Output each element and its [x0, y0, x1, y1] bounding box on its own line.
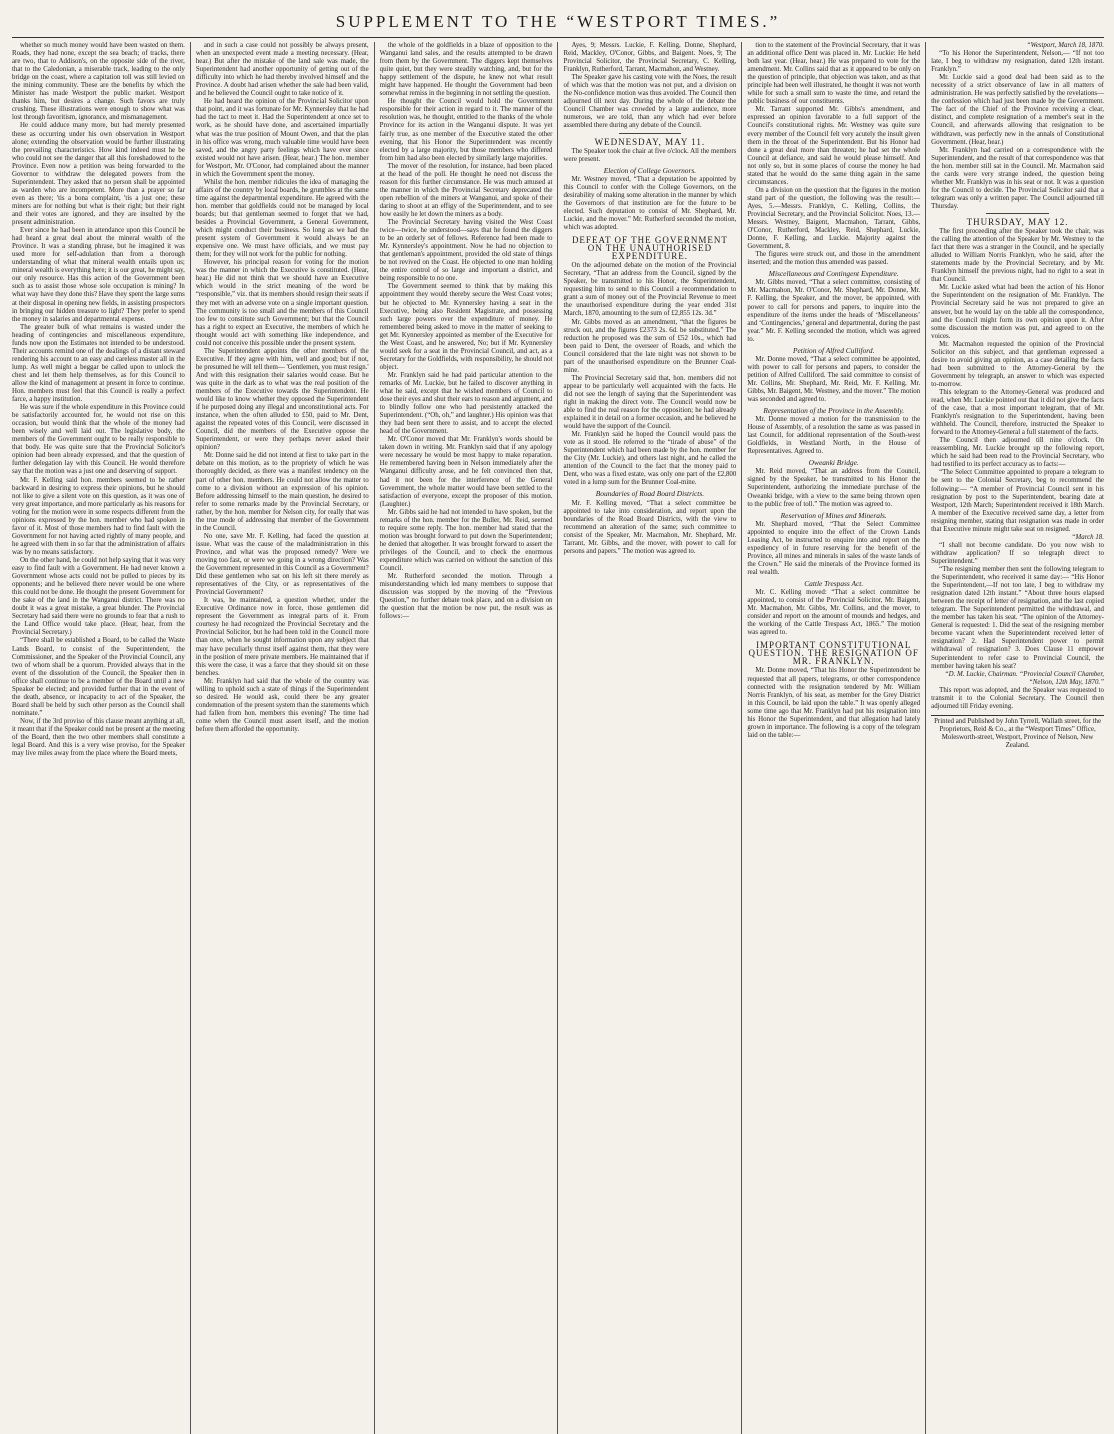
column-1 — [12, 42, 190, 1434]
columns — [12, 42, 1104, 1434]
paragraph: Ever since he had been in attendance upon this Council he had heard a great deal about the mineral wealth of the Province. It was a standing phrase, but he imagined it was used more for self-adulation than from a thorough understanding of what that mineral wealth entails upon us; mineral wealth is everything here; it is our great, he might say, our only resource. Has this action of the Government been such as to assist those whose sole occupation is mining? In what way have they done this? Have they spent the large sums at their disposal in opening new fields, in assisting prospectors in bringing our hidden treasure to light? They prefer to spend the money in salaries and departmental expense. — [12, 227, 185, 323]
paragraph: The greater bulk of what remains is wasted under the heading of contingencies and miscellaneous expenditure, funds now upon the Estimates not intended to be understood. Their accounts remind one of the dealings of a distant steward rendering his account to an easy and careless master all in the lump. As well might a beggar be called upon to unlock the chest and let them help themselves, as for this Council to allow the kind of management at present in force to continue. Hon. members must feel that this Council is really a perfect farce, a happy institution. — [12, 323, 185, 404]
paragraph: Mr. Donne moved a motion for the transmission to the House of Assembly, of a resolution the same as was passed in last Council, for additional representation of the South-west Goldfields, in Westland North, in the House of Representatives. Agreed to. — [747, 416, 921, 456]
divider — [619, 133, 681, 134]
paragraph: Mr. Luckie asked what had been the action of his Honor the Superintendent on the resignation of Mr. Franklyn. The Provincial Secretary said he was not prepared to give an answer, but he would lay on the table all the correspondence, and the Council might form its own opinion upon it. After some discussion the motion was put, and agreed to on the voices. — [931, 284, 1104, 340]
subheading: Cattle Trespass Act. — [804, 579, 864, 588]
paragraph: He thought the Council would hold the Government responsible for their action in regard to it. The manner of the resolution was, he thought, entitled to the thanks of the whole Province for its action in the Wanganui dispute. It was yet fairly true, as one member of the Executive stated the other evening, that his Honor the Superintendent was recently elected by a large majority, but those members who differed from him had also been elected by similarly large majorities. — [379, 98, 553, 162]
paragraph: The Speaker took the chair at five o'clock. All the members were present. — [563, 147, 737, 163]
imprint: Printed and Published by John Tyrrell, Wallath street, for the Proprietors, Reid & Co., at the “Westport Times” Office, Molesworth-street, Westport, Province of Nelson, New Zealand. — [931, 715, 1104, 750]
paragraph: On the adjourned debate on the motion of the Provincial Secretary, “That an address from the Council, signed by the Speaker, be transmitted to his Honor, the Superintendent, requesting him to send to this Council a recommendation to grant a sum of money out of the Provincial Revenue to meet the unauthorised expenditure during the year ended 31st March, 1870, amounting to the sum of £2,855 12s. 3d.” — [563, 262, 737, 318]
paragraph: Mr. F. Kelling moved, “That a select committee be appointed to take into consideration, and report upon the boundaries of the Road Board Districts, with the view to recommend an alteration of the same; such committee to consist of the Speaker, Mr. Macmahon, Mr. Shephard, Mr. Tarrant, Mr. Gibbs, and the mover, with power to call for persons and papers.” The motion was agreed to. — [563, 499, 737, 555]
column-2 — [190, 42, 374, 1434]
paragraph: Mr. Donne moved, “That a select committee be appointed, with power to call for persons and papers, to consider the petition of Alfred Culliford. The said committee to consist of Mr. Collins, Mr. Shephard, Mr. Reid, Mr. F. Kelling, Mr. Gibbs, Mr. Baigent, Mr. Westney, and the mover.” The motion was seconded and agreed to. — [747, 355, 921, 404]
paragraph: Mr. Reid moved, “That an address from the Council, signed by the Speaker, be transmitted to his Honor the Superintendent, authorizing the immediate purchase of the Oweanki bridge, with a view to the same being thrown open to the public free of toll.” The motion was agreed to. — [747, 468, 921, 508]
paragraph: Mr. C. Kelling moved: “That a select committee be appointed, to consist of the Provincial Solicitor, Mr. Baigent, Mr. Macmahon, Mr. Gibbs, Mr. Collins, and the mover, to consider and report on the amount of mounds and hedges, and the working of the Cattle Trespass Act, 1865.” The motion was agreed to. — [747, 589, 921, 637]
telegram-text: “I shall not become candidate. Do you now wish to withdraw application? If so telegraph direct to Superintendent.” — [931, 541, 1104, 565]
section-heading-day: THURSDAY, MAY 12. — [966, 216, 1069, 227]
paragraph: Mr. O'Conor moved that Mr. Franklyn's words should be taken down in writing. Mr. Franklyn said that if any apology were necessary he would be most happy to make reparation. He remembered having been in Nelson immediately after the Wanganui difficulty arose, and he felt convinced then that, had it not been for the interference of the General Government, the whole matter would have been settled to the satisfaction of everyone, except the proposer of this motion. (Laughter.) — [379, 436, 553, 508]
section-heading-day: WEDNESDAY, MAY 11. — [594, 136, 706, 147]
subheading: Oweanki Bridge. — [808, 458, 859, 468]
telegram-dateline: “March 18. — [1071, 533, 1104, 541]
paragraph: Mr. Franklyn said he had paid particular attention to the remarks of Mr. Luckie, but he failed to discover anything in what he said, except that he wished members of Council to dose their eyes and shut their ears to reason and argument, and to blindly follow one who had persistently attacked the Superintendent. (“Oh, oh,” and laughter.) His opinion was that they had been sent there to assist, and to accept the elected head of the Government. — [379, 371, 553, 436]
paragraph: whether so much money would have been wasted on them. Roads, they had none, except the sea beach; of tracks, there are two, that to Addison's, on the opposite side of the river, that to the Caledonian, a miserable track, leading to the only bridge on the coast, where a capitation toll was still levied on the mining community. These are the benefits by which the Minister has made Westport the public market. Westport thanks him, but desires a change. Such favors are truly crushing. These illustrations were enough to show what was lost through favoritism, ignorance, and mismanagement. — [12, 42, 185, 122]
subheading: Representation of the Province in the Assembly. — [763, 406, 905, 416]
subheading: Miscellaneous and Contingent Expenditure. — [768, 269, 899, 279]
paragraph: Mr. Gibbs moved as an amendment, “that the figures be struck out, and the figures £2373 2s. 6d. be substituted.” The reduction he proposed was the sum of £52 10s., which had been paid to Dent, the overseer of Roads, and which the Council considered that the late night was not shown to be part of the unauthorised expenditure on the Brunner Coal-mine. — [563, 318, 737, 374]
paragraph: Mr. Rutherford seconded the motion. Through a misunderstanding which led many members to suppose that discussion was stopped by the moving of the “Previous Question,” no further debate took place, and on a division on the question that the motion be now put, the result was as follows:— — [379, 573, 553, 621]
paragraph: The first proceeding after the Speaker took the chair, was the calling the attention of the Speaker by Mr. Westney to the fact that there was a stranger in the Council, and he specially alluded to William Norris Franklyn, who he said, after the statements made by the Provincial Secretary, and by Mr. Franklyn himself the previous night, had no right to a seat in that Council. — [931, 228, 1104, 284]
paragraph: Mr. Franklyn had carried on a correspondence with the Superintendent, and the result of that correspondence was that the hon. member still sat in the Council. Mr. Macmahon said the cards were very strange indeed, the question being whether Mr. Franklyn was in his seat or not. It was a question for the Council to decide. The Provincial Solicitor said that a telegram was only a written paper. The Council adjourned till Thursday. — [931, 146, 1104, 210]
paragraph: This report was adopted, and the Speaker was requested to transmit it to the Colonial Secretary. The Council then adjourned till Friday evening. — [931, 686, 1104, 710]
divider — [986, 213, 1048, 214]
paragraph: The figures were struck out, and those in the amendment inserted; and the motion thus amended was passed. — [747, 251, 921, 267]
paragraph: Now, if the 3rd proviso of this clause meant anything at all, it meant that if the Speaker could not be present at the meeting of the Board, then the two other members shall constitute a legal Board. And this is a very wise proviso, for the Speaker may live miles away from the place where the Board meets, — [12, 717, 185, 758]
column-4 — [557, 42, 741, 1434]
paragraph: Mr. Franklyn said he hoped the Council would pass the vote as it stood. He referred to the “tirade of abuse” of the Superintendent which had been made by the hon. member for the City (Mr. Luckie), and others last night, and he called the attention of the Council to the fact that the money paid to Dent, who was a fixed estate, was only one part of the £2,800 voted in a lump sum for the Brunner Coal-mine. — [563, 431, 737, 487]
paragraph: He could adduce many more, but had merely presented these as occurring under his own observation in Westport alone; extending the observation would be further illustrating the prevailing characteristics. How kind indeed must he be who could not see the danger that all this foreshadowed to the Province. Even now a petition was being forwarded to the Governor to withdraw the delegated powers from the Superintendent. They asked that no person shall be appointed as warden who are incompetent. More than a prayer so far even as there; 'tis a bona complaint, 'tis a just one; these miners are for nothing but what is their right; but their right and their votes are ignored, and they are insulted by the present administration. — [12, 122, 185, 227]
subheading: Boundaries of Road Board Districts. — [595, 489, 705, 499]
paragraph: Mr. Gibbs said he had not intended to have spoken, but the remarks of the hon. member for the Buller, Mr. Reid, seemed to require some reply. The hon. member had stated that the motion was brought forward to put down the Superintendent; he denied that altogether. It was brought forward to assert the privileges of the Council, and to check the enormous expenditure which was carried on without the sanction of this Council. — [379, 508, 553, 573]
vote-list: On a division on the question that the figures in the motion stand part of the question, the following was the result:— Ayes, 5.—Messrs. Franklyn, C. Kelling, Collins, the Provincial Secretary, and the Provincial Solicitor. Noes, 13.—Messrs. Westney, Baigent, Macmahon, Tarrant, Gibbs, O'Conor, Rutherford, Mackley, Reid, Shephard, Luckie, Donne, F. Kelling, and Luckie. Majority against the Government, 8. — [747, 186, 921, 251]
paragraph: the whole of the goldfields in a blaze of opposition to the Wanganui land sales, and the results attempted to be drawn from them by the Government. The diggers kept themselves quite quiet, but they were steadily watching, and, but for the happy settlement of the dispute, he knew not what result might have happened. He thought the Government had been somewhat remiss in the beginning in not settling the question. — [379, 42, 553, 98]
vote-list: Ayes, 9; Messrs. Luckie, F. Kelling, Donne, Shephard, Reid, Mackley, O'Conor, Gibbs, and Baigent. Noes, 9; The Provincial Solicitor, the Provincial Secretary, C. Kelling, Franklyn, Rutherford, Tarrant, Macmahon, and Westney. — [563, 42, 737, 74]
running-head: SUPPLEMENT TO THE “WESTPORT TIMES.” — [335, 12, 781, 31]
paragraph: The Superintendent appoints the other members of the Executive. If they agree with him, well and good; but if not, he presumed he will tell them— 'Gentlemen, you must resign.' And with this resignation their salaries would cease. But he was quite in the dark as to what was the real position of the members of the Executive towards the Superintendent. He would like to know whether they opposed the Superintendent if he purposed doing any illegal and unconstitutional acts. For instance, when the often alluded to £50, paid to Mr. Dent, against the repeated votes of this Council, were discussed in Council, did the members of the Executive oppose the Superintendent, or were they perhaps never asked their opinion? — [195, 347, 369, 452]
column-3 — [374, 42, 558, 1434]
paragraph: He had heard the opinion of the Provincial Solicitor upon that point, and it was fortunate for Mr. Kynnersley that he had had the tact to meet it. Had the Superintendent at once set to work, as he should have done, and ascertained impartially what was the true position of Mount Owen, and that the plan in his office was wrong, much valuable time would have been saved, and the angry party feelings which have ever since existed would not have arisen. (Hear, hear.) The hon. member for Westport, Mr. O'Conor, had complained about the manner in which the Government spent the money. — [195, 98, 369, 178]
column-5 — [741, 42, 925, 1434]
paragraph: Mr. Shephard moved, “That the Select Committee appointed to enquire into the effect of the Crown Lands Leasing Act, be instructed to enquire into and report on the expediency of in future reserving for the benefit of the Province, all mines and minerals in sales of the waste lands of the Crown.” He said the minerals of the Province formed its real wealth. — [747, 520, 921, 576]
quoted-clause: “There shall be established a Board, to be called the Waste Lands Board, to consist of the Superintendent, the Commissioner, and the Speaker of the Provincial Council, any two of whom shall be a quorum. Provided always that in the event of the dissolution of the Council, the Speaker then in office shall continue to be a member of the Board until a new Speaker be elected; and provided further that in the event of the death, absence, or incapacity to act of the Speaker, the Board shall be held by such other person as the Council shall nominate.” — [12, 637, 185, 717]
paragraph: “The Select Committee appointed to prepare a telegram to be sent to the Colonial Secretary, beg to recommend the following:— “A member of Provincial Council sent in his resignation by post to the Superintendent, bearing date at Westport, 12th March; Superintendent received it 18th March. A member of the Executive received same day, a letter from resigning member, stating that resignation was made in order that Executive minute might take seat on resigned. — [931, 469, 1104, 533]
paragraph: Mr. Westney moved, “That a deputation be appointed by this Council to confer with the College Governors, on the desirability of making some alteration in the manner by which the Governors of that institution are for the future to be elected. Such deputation to consist of Mr. Shephard, Mr. Luckie, and the mover.” Mr. Rutherford seconded the motion, which was adopted. — [563, 175, 737, 231]
paragraph: tion to the statement of the Provincial Secretary, that it was an additional office Dent was placed in. Mr. Luckie: He held both last year. (Hear, hear.) He was prepared to vote for the amendment. Mr. Collins said that as it appeared to be only on the question of principle, that objection was taken, and as that principle had been well illustrated, he thought it was not worth while for such a small sum to waste the time, and retard the public business of our constituents. — [747, 42, 921, 106]
paragraph: Mr. F. Kelling said hon. members seemed to be rather backward in desiring to express their opinions, but he should not like to give a silent vote on this question, as it was one of very great importance, and more particularly as his reasons for voting for the motion were in some respects different from the opinions expressed by the hon. member who had spoken in favor of it. Most of those members had to find fault with the Government for not having acted rightly of many people, and he agreed with them in so far that the administration of affairs was by no means satisfactory. — [12, 476, 185, 556]
paragraph: and in such a case could not possibly be always present, when an unexpected event made a meeting necessary. (Hear, hear.) But after the mistake of the land sale was made, the Superintendent had another opportunity of getting out of the difficulty into which he had thereby involved himself and the Province. A doubt had arisen whether the sale had been valid, and he believed the Council ought to take notice of it. — [195, 42, 369, 98]
paragraph: Mr. Luckie said a good deal had been said as to the necessity of a strict observance of law in all matters of administration. He was perfectly satisfied by the revelations—the confession which had just been made by the Government. The fact of the Chief of the Province receiving a clear, distinct, and complete resignation of a member's seat in the Council, and afterwards allowing that resignation to be withdrawn, was perfectly new in the annals of Constitutional Government. (Hear, hear.) — [931, 74, 1104, 146]
paragraph: The Council then adjourned till nine o'clock. On reassembling, Mr. Luckie brought up the following report, which he said had been read to the Provincial Secretary, who had testified to its perfect accuracy as to facts:— — [931, 437, 1104, 469]
paragraph: Mr. Donne moved, “That his Honor the Superintendent be requested that all papers, telegrams, or other correspondence connected with the resignation tendered by Mr. William Norris Franklyn, of his seat, as member for the Grey District in this Council, be laid upon the table.” It was openly alleged some time ago that Mr. Franklyn had put his resignation into his Honor the Superintendent, and that allegation had lately grown in importance. The following is a copy of the telegram laid on the table:— — [747, 667, 921, 739]
paragraph: “The resigning member then sent the following telegram to the Superintendent, who received it same day:— “His Honor the Superintendent,—If not too late, I beg to withdraw my resignation dated 12th instant.” “About three hours elapsed between the receipt of letter of resignation, and the last copied telegram. The Superintendent permitted the withdrawal, and the member has taken his seat. “The opinion of the Attorney-General is requested: 1. Did the seat of the resigning member become vacant when the Superintendent received letter of resignation? 2. Had Superintendent power to permit withdrawal of resignation? 3. Does Clause 11 empower Superintendent to refer case to Provincial Council, the member having taken his seat? — [931, 566, 1104, 670]
paragraph: On the other hand, he could not help saying that it was very easy to find fault with a Government. He had never known a Government whose acts could not be pulled to pieces by its opponents; and he believed there never would be one where this could not be done. He thought the present Government for the sake of the land in the Wanganui district. There was no doubt it was a great mistake, a great blunder. The Provincial Secretary had said there were no grounds to fear that a rush to the Land Office would take place. (Hear, hear, from the Provincial Secretary.) — [12, 557, 185, 637]
paragraph: It was, he maintained, a question whether, under the Executive Ordinance now in force, those gentlemen did represent the Government as integral parts of it. From courtesy he had recognized the Provincial Secretary and the Provincial Solicitor, but he had been told in the Council more than once, when he sought information upon any subject that may have peculiarly thrust itself against them, that they were in the position of mere private members. He maintained that if this were the case, it was a farce that they should sit on these benches. — [195, 597, 369, 677]
telegram-text: “To his Honor the Superintendent, Nelson,— “If not too late, I beg to withdraw my resignation, dated 12th instant. Franklyn.” — [931, 50, 1104, 74]
subheading: Reservation of Mines and Minerals. — [780, 510, 887, 520]
subheading: Petition of Alfred Culliford. — [793, 345, 875, 355]
section-heading: DEFEAT OF THE GOVERNMENT ON THE UNAUTHORISED EXPENDITURE. — [571, 235, 728, 262]
paragraph: Mr. Franklyn had said that the whole of the country was willing to uphold such a state of things if the Superintendent so desired. He would ask, could there be any greater condemnation of the present system than the statements which had fallen from hon. members this evening? The time had come when the Council must assert itself, and the motion before them afforded the opportunity. — [195, 677, 369, 733]
subheading: Election of College Governors. — [603, 165, 697, 175]
paragraph: The mover of the resolution, for instance, had been placed at the head of the poll. He thought he need not discuss the reason for this further circumstance. He was much amused at the manner in which the Provincial Secretary deprecated the open rebellion of the miners at Wanganui, and spoke of their daring to shoot at an effigy of the Superintendent, and to see how easily he let down the miners as a body. — [379, 162, 553, 218]
paragraph: Mr. Donne said he did not intend at first to take part in the debate on this motion, as to the propriety of which he was thoroughly decided, as there was a manifest tendency on the part of other hon. members. He could not allow the matter to come to a division without an expression of his opinion. Before addressing himself to the main question, he desired to refer to some remarks made by the Provincial Secretary, or rather, by the hon. member for Nelson city, for really that was the true mode of addressing that member of the Government in the Council. — [195, 452, 369, 532]
paragraph: Mr. Gibbs moved, “That a select committee, consisting of Mr. Macmahon, Mr. O'Conor, Mr. Shephard, Mr. Donne, Mr. F. Kelling, the Speaker, and the mover, be appointed, with power to call for persons and papers, to inquire into the expenditure of the items under the heads of ‘Miscellaneous’ and ‘Contingencies,’ general and departmental, during the past year.” Mr. F. Kelling seconded the motion, which was agreed to. — [747, 279, 921, 343]
paragraph: No one, save Mr. F. Kelling, had faced the question at issue. What was the cause of the maladministration in this Province, and what was the proposed remedy? Were we moving too fast, or were we going in a wrong direction? Was the Government represented in this Council as a Government? Did these gentlemen who sat on his left sit there merely as representatives of the City, or as representatives of the Provincial Government? — [195, 532, 369, 597]
signature: “D. M. Luckie, Chairman. “Provincial Council Chamber, “Nelson, 12th May, 1870.” — [944, 670, 1104, 686]
paragraph: The Provincial Secretary said that, hon. members did not appear to be particularly well acquainted with the facts. He did not see the length of saying that the Superintendent was right in making the direct vote. The Council would now be able to find the real reason for the opposition; he had already explained it in detail on a former occasion, and he believed he would have the support of the Council. — [563, 374, 737, 431]
paragraph: Whilst the hon. member ridicules the idea of managing the affairs of the country by local boards, he grumbles at the same time against the departmental expenditure. He agreed with the hon. member that goldfields could not be managed by local boards; but that gentleman seemed to forget that we had, besides a Provincial Government, a General Government, which might conduct their business. So long as we had the present system of Government it would always be an expensive one. We must have officials, and we must pay them; for they will not work for the public for nothing. — [195, 178, 369, 259]
paragraph: He was sure if the whole expenditure in this Province could be satisfactorily accounted for, he would not rise on this occasion, but would think that the whole of the money had been wisely and well laid out. The legislative body, the members of the Government ought to be really responsible to that body. He was quite sure that the Provincial Solicitor's opinion had been already expressed, and that the question of further delegation lay with this Council. He would therefore say that the motion was a just one and deserving of support. — [12, 404, 185, 476]
paragraph: The Speaker gave his casting vote with the Noes, the result of which was that the motion was not put, and a division on the No-confidence motion was thus avoided. The Council then adjourned till next day. During the whole of the debate the Council Chamber was crowded by a large audience, more numerous, we are told, than any which had ever before assembled there during any debate of the Council. — [563, 74, 737, 130]
column-6 — [925, 42, 1104, 1434]
telegram-dateline: “Westport, March 18, 1870. — [1026, 42, 1104, 49]
paragraph: The Provincial Secretary having visited the West Coast twice—twice, he understood—says that he found the diggers to be an orderly set of fellows. Reference had been made to Mr. Kynnersley's appointment. Now he had no objection to that gentleman's appointment, provided the old state of things be not revived on the Coast. He objected to one man holding the entire control of so large and important a district, and being responsible to no one. — [379, 219, 553, 283]
paragraph: Mr. Tarrant supported Mr. Gibbs's amendment, and expressed an opinion favorable to a full support of the Council's constitutional rights. Mr. Westney was quite sure every member of the Council felt very acutely the insult given them in the throat of the Superintendent. But his Honor had done a great deal more than threaten; he had set the whole Council at defiance, and said he would please himself. And not only so, but in some places of course the money he had stated that he would do the same thing again in the same circumstances. — [747, 106, 921, 186]
section-heading: IMPORTANT CONSTITUTIONAL QUESTION. THE RESIGNATION OF MR. FRANKLYN. — [748, 640, 919, 667]
paragraph: However, his principal reason for voting for the motion was the manner in which the Executive is constituted. (Hear, hear.) He did not think that we should have an Executive which would in the strict meaning of the word be “responsible,” viz. that its members should resign their seats if they met with an adverse vote on a single important question. The community is too small and the members of this Council too few to constitute such Government; but that the Council has a right to expect an Executive, the members of which he thought would act with something like independence, and could not conceive this possible under the present system. — [195, 259, 369, 347]
paragraph: This telegram to the Attorney-General was produced and read, when Mr. Luckie pointed out that it did not give the facts of the case, that a most important telegram, that of Mr. Franklyn's resignation to the Superintendent, having been withheld. The Council, therefore, instructed the Speaker to forward to the Attorney-General a full statement of the facts. — [931, 388, 1104, 437]
paragraph: The Government seemed to think that by making this appointment they would thereby secure the West Coast votes; but he objected to Mr. Kynnersley having a seat in the Executive, being also Resident Magistrate, and possessing such large powers over the expenditure of money. He remembered being asked to move in the matter of seeking to get Mr. Kynnersley appointed as member of the Executive for the West Coast, and he answered, No; but if Mr. Kynnersley would seek for a seat in the Provincial Council, and act, as a Secretary for the Goldfields, with responsibility, he should not object. — [379, 283, 553, 371]
paragraph: Mr. Macmahon requested the opinion of the Provincial Solicitor on this subject, and that gentleman expressed a desire to avoid giving an opinion, as a case detailing the facts had been submitted to the Attorney-General by the Government by telegraph, an answer to which was expected to-morrow. — [931, 340, 1104, 388]
head-rule — [12, 37, 1104, 38]
